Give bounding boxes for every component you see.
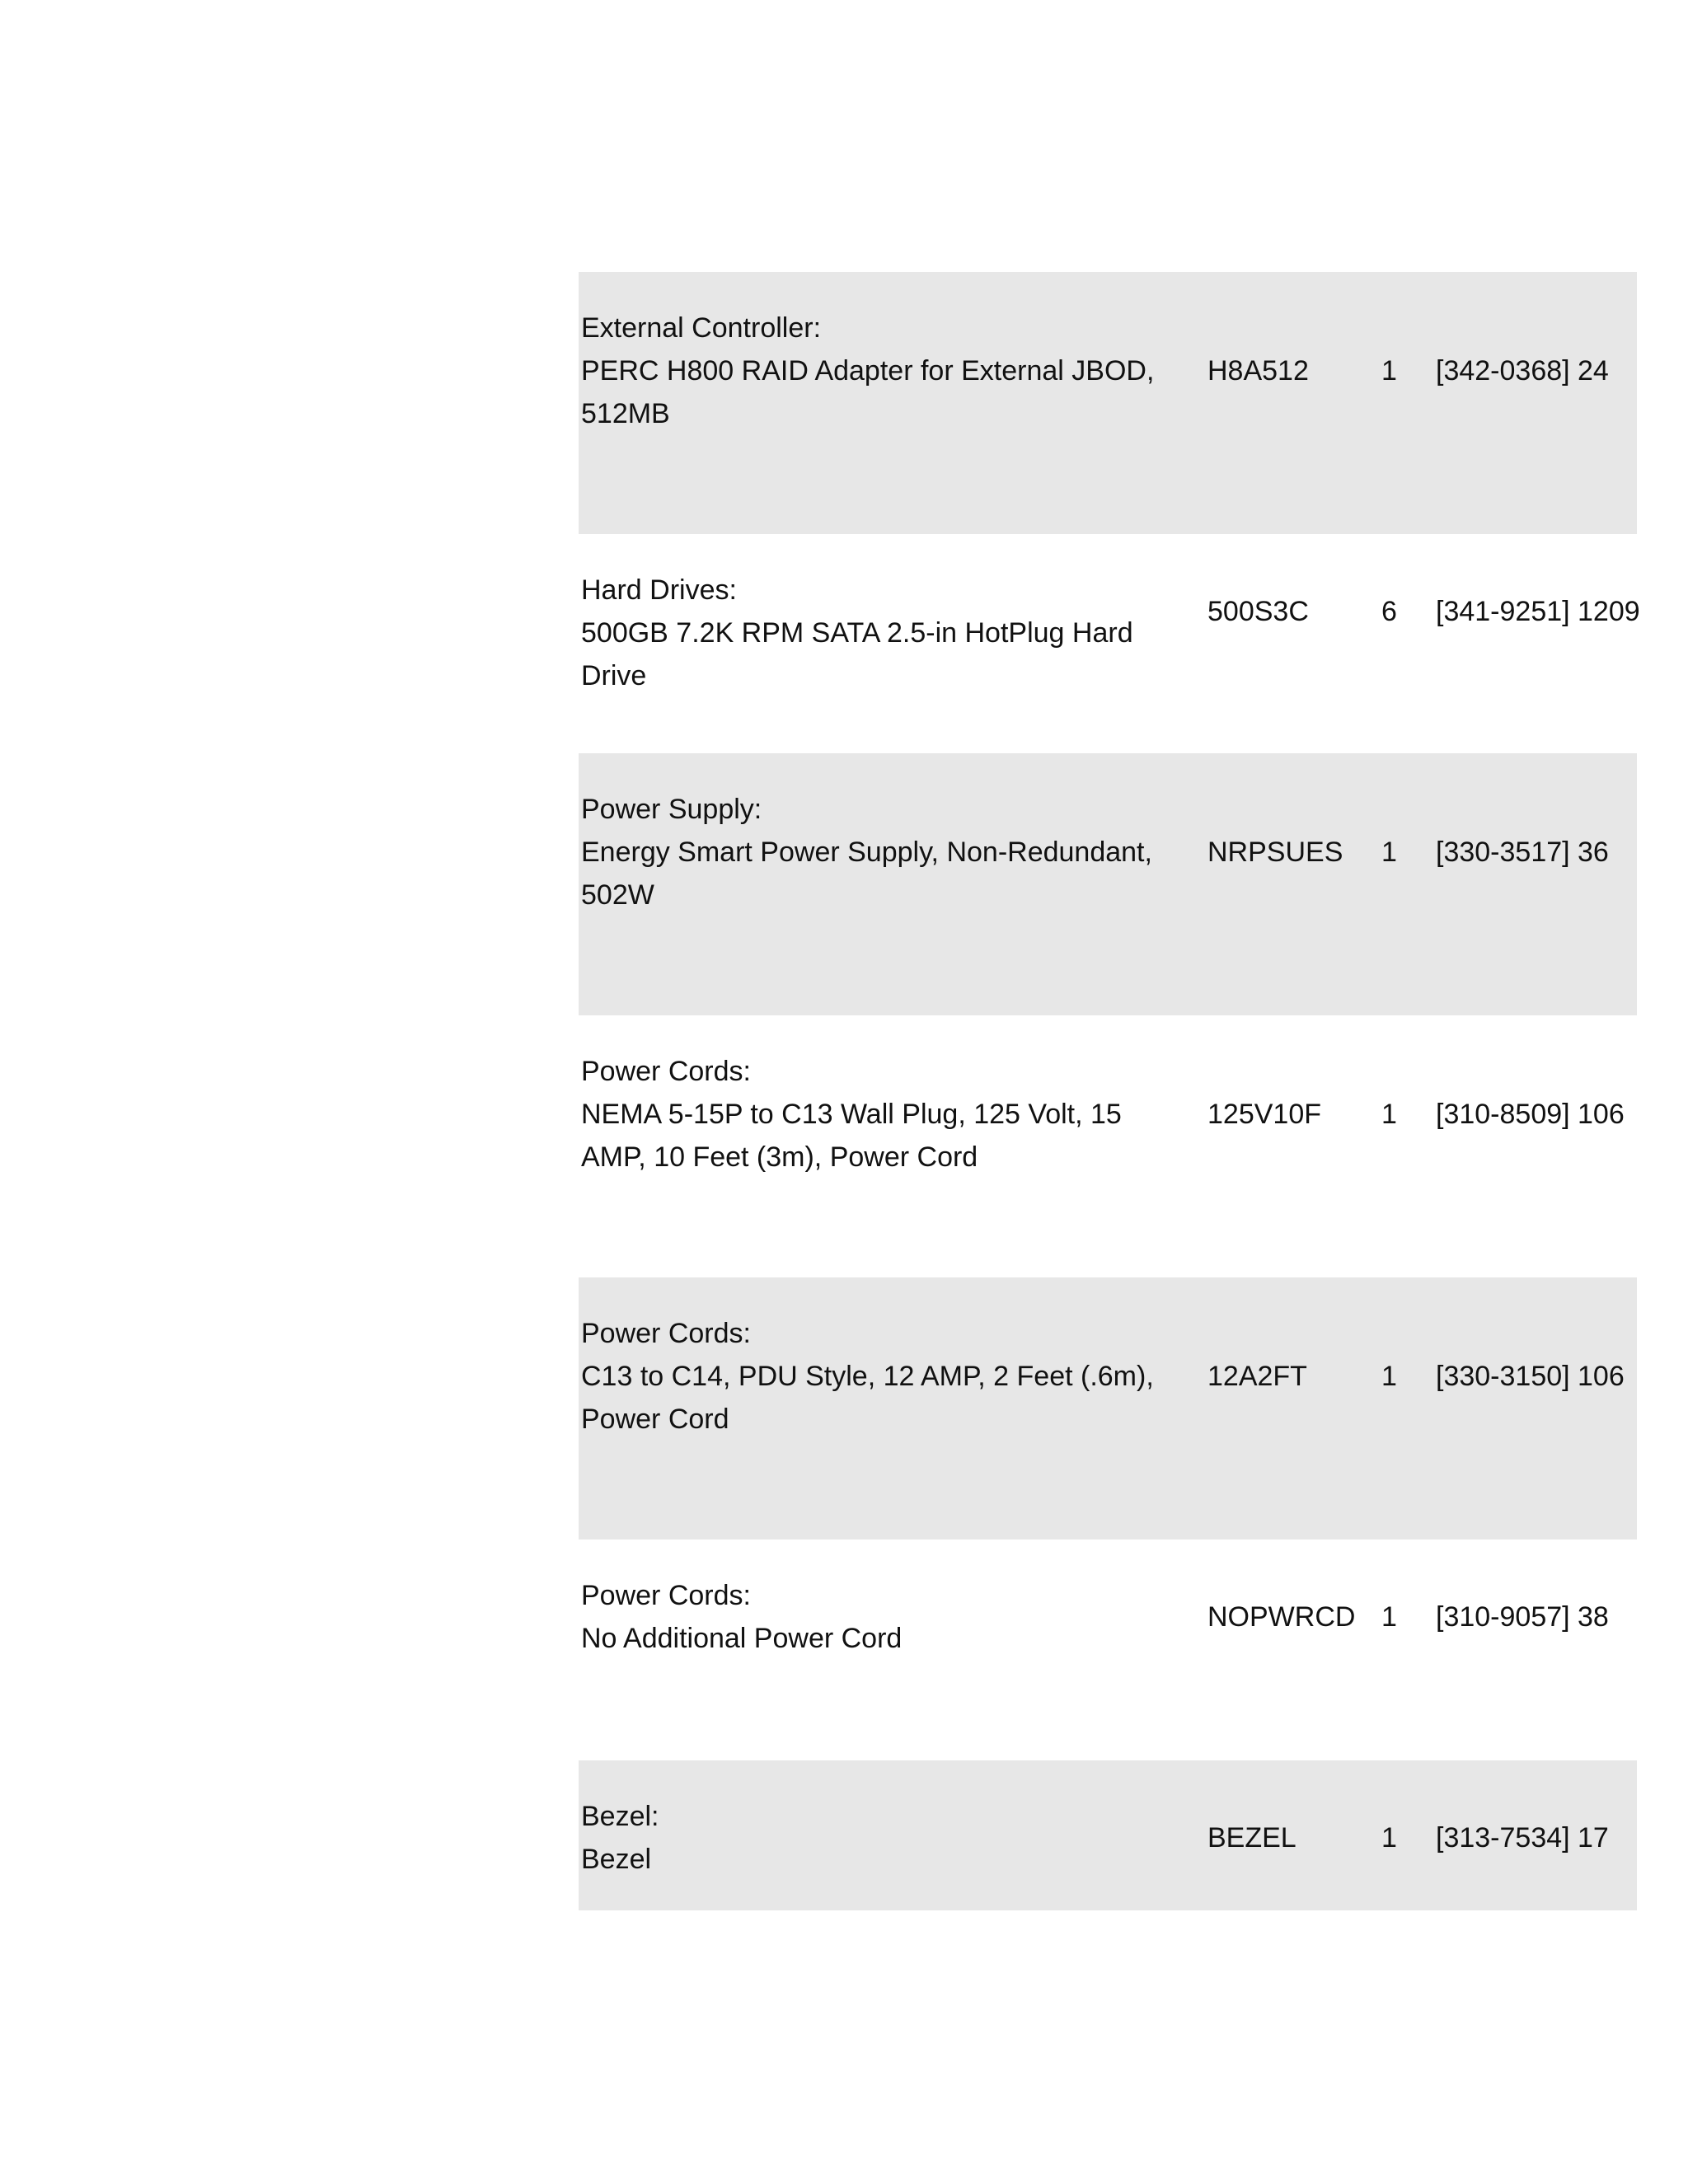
item-sku: [330-3150] 106 — [1436, 1361, 1625, 1392]
item-detail: 500GB 7.2K RPM SATA 2.5-in HotPlug Hard Drive — [581, 617, 1133, 691]
item-sku: [310-8509] 106 — [1436, 1099, 1625, 1130]
item-sku: [313-7534] 17 — [1436, 1822, 1609, 1854]
item-code: 500S3C — [1207, 596, 1309, 627]
item-code: BEZEL — [1207, 1822, 1296, 1854]
configuration-table — [579, 272, 1640, 1910]
item-code: H8A512 — [1207, 355, 1309, 387]
item-detail: C13 to C14, PDU Style, 12 AMP, 2 Feet (.6m), Power Cord — [581, 1361, 1154, 1435]
item-sku: [310-9057] 38 — [1436, 1601, 1609, 1633]
item-description — [581, 1574, 1191, 1660]
item-quantity: 1 — [1381, 1361, 1397, 1392]
item-code: 12A2FT — [1207, 1361, 1307, 1392]
item-description — [581, 1795, 1191, 1881]
item-description — [581, 788, 1191, 916]
table-row — [579, 1015, 1637, 1277]
item-category: Hard Drives: — [581, 574, 737, 606]
item-code: NOPWRCD — [1207, 1601, 1356, 1633]
item-code: NRPSUES — [1207, 837, 1343, 868]
item-sku: [341-9251] 1209 — [1436, 596, 1640, 627]
item-detail: PERC H800 RAID Adapter for External JBOD, 512MB — [581, 355, 1155, 429]
item-quantity: 6 — [1381, 596, 1397, 627]
item-category: Power Cords: — [581, 1580, 751, 1611]
item-quantity: 1 — [1381, 1822, 1397, 1854]
table-row — [579, 534, 1640, 753]
table-row — [579, 1277, 1637, 1540]
item-category: Power Cords: — [581, 1318, 751, 1349]
table-row — [579, 753, 1637, 1015]
item-quantity: 1 — [1381, 1601, 1397, 1633]
item-quantity: 1 — [1381, 1099, 1397, 1130]
item-description — [581, 1312, 1191, 1441]
item-code: 125V10F — [1207, 1099, 1321, 1130]
table-row — [579, 272, 1637, 534]
item-sku: [342-0368] 24 — [1436, 355, 1609, 387]
item-description — [581, 569, 1191, 697]
item-detail: Bezel — [581, 1844, 652, 1875]
item-description — [581, 1050, 1191, 1179]
item-detail: Energy Smart Power Supply, Non-Redundant, 502W — [581, 837, 1152, 911]
table-row — [579, 1540, 1637, 1760]
item-category: Power Cords: — [581, 1056, 751, 1087]
item-category: Bezel: — [581, 1801, 659, 1832]
item-category: External Controller: — [581, 312, 822, 344]
table-row — [579, 1760, 1637, 1910]
item-detail: NEMA 5-15P to C13 Wall Plug, 125 Volt, 15 AMP, 10 Feet (3m), Power Cord — [581, 1099, 1122, 1173]
item-description — [581, 307, 1191, 435]
item-quantity: 1 — [1381, 837, 1397, 868]
item-category: Power Supply: — [581, 794, 762, 825]
item-detail: No Additional Power Cord — [581, 1623, 903, 1654]
item-quantity: 1 — [1381, 355, 1397, 387]
item-sku: [330-3517] 36 — [1436, 837, 1609, 868]
